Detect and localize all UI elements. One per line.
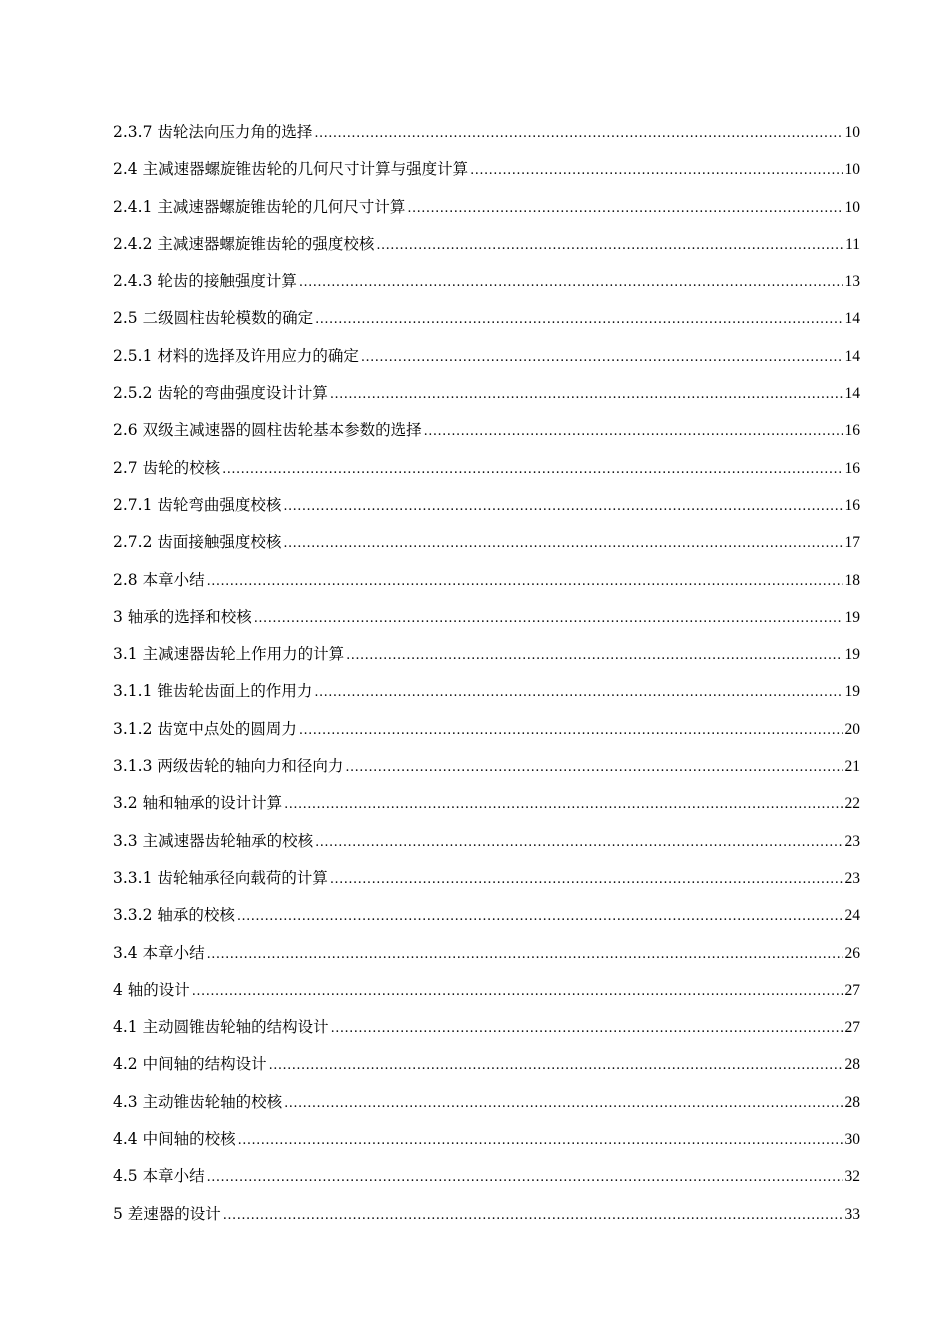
toc-entry-title: 3.1.3 两级齿轮的轴向力和径向力 <box>113 757 344 776</box>
dot-leader <box>238 1127 843 1155</box>
toc-entry-page: 14 <box>844 347 860 365</box>
dot-leader <box>361 344 843 372</box>
toc-entry[interactable] <box>113 715 860 752</box>
toc-entry-title: 3.1 主减速器齿轮上作用力的计算 <box>113 645 345 664</box>
dot-leader <box>237 903 843 931</box>
toc-entry-title: 3.4 本章小结 <box>113 943 205 962</box>
dot-leader <box>269 1052 843 1080</box>
dot-leader <box>424 418 843 446</box>
toc-entry-page: 21 <box>844 758 860 776</box>
dot-leader <box>207 568 843 596</box>
toc-entry-page: 16 <box>844 422 860 440</box>
dot-leader <box>345 754 842 782</box>
toc-entry-title: 3.3.1 齿轮轴承径向载荷的计算 <box>113 868 328 887</box>
toc-entry[interactable] <box>113 1200 860 1237</box>
toc-entry-page: 14 <box>844 310 860 328</box>
toc-entry-page: 32 <box>844 1168 860 1186</box>
toc-entry-page: 10 <box>844 124 860 141</box>
toc-entry[interactable] <box>113 1088 860 1125</box>
toc-entry[interactable] <box>113 304 860 341</box>
toc-entry-title: 2.5.1 材料的选择及许用应力的确定 <box>113 346 359 365</box>
table-of-contents <box>113 118 860 1237</box>
dot-leader <box>222 456 842 484</box>
toc-entry-title: 4.5 本章小结 <box>113 1167 205 1186</box>
toc-entry[interactable] <box>113 640 860 677</box>
dot-leader <box>223 1202 843 1230</box>
dot-leader <box>330 381 843 409</box>
dot-leader <box>314 679 842 707</box>
toc-entry-title: 2.5 二级圆柱齿轮模数的确定 <box>113 309 314 328</box>
toc-entry-page: 33 <box>844 1205 860 1223</box>
toc-entry-title: 3.3.2 轴承的校核 <box>113 906 235 925</box>
toc-entry[interactable] <box>113 379 860 416</box>
dot-leader <box>207 941 843 969</box>
dot-leader <box>192 978 843 1006</box>
dot-leader <box>376 232 843 260</box>
toc-entry-page: 18 <box>844 571 860 589</box>
toc-entry-page: 30 <box>844 1131 860 1149</box>
dot-leader <box>470 157 842 185</box>
dot-leader <box>284 791 842 819</box>
toc-entry-page: 23 <box>844 869 860 887</box>
toc-entry-page: 24 <box>844 907 860 925</box>
dot-leader <box>331 1015 843 1043</box>
toc-entry-title: 2.8 本章小结 <box>113 570 205 589</box>
dot-leader <box>207 1164 843 1192</box>
toc-entry-title: 5 差速器的设计 <box>113 1204 221 1223</box>
toc-entry-page: 28 <box>844 1056 860 1074</box>
toc-entry-title: 2.4.2 主减速器螺旋锥齿轮的强度校核 <box>113 234 375 253</box>
toc-entry[interactable] <box>113 901 860 938</box>
toc-entry[interactable] <box>113 1050 860 1087</box>
toc-entry-page: 23 <box>844 832 860 850</box>
toc-entry-page: 14 <box>844 385 860 403</box>
dot-leader <box>283 530 842 558</box>
toc-entry-page: 20 <box>844 720 860 738</box>
toc-entry-page: 22 <box>844 795 860 813</box>
toc-entry-title: 3.1.1 锥齿轮齿面上的作用力 <box>113 682 313 701</box>
toc-entry[interactable] <box>113 416 860 453</box>
toc-entry-title: 4 轴的设计 <box>113 980 190 999</box>
toc-entry[interactable] <box>113 267 860 304</box>
toc-entry[interactable] <box>113 603 860 640</box>
toc-entry[interactable] <box>113 193 860 230</box>
toc-entry[interactable] <box>113 677 860 714</box>
toc-entry-page: 11 <box>845 235 860 253</box>
toc-entry[interactable] <box>113 752 860 789</box>
toc-entry-page: 16 <box>844 459 860 477</box>
toc-entry-title: 3 轴承的选择和校核 <box>113 607 252 626</box>
toc-entry[interactable] <box>113 827 860 864</box>
toc-entry[interactable] <box>113 118 860 155</box>
toc-entry-page: 26 <box>844 944 860 962</box>
toc-entry-title: 2.6 双级主减速器的圆柱齿轮基本参数的选择 <box>113 421 422 440</box>
toc-entry-title: 2.7.1 齿轮弯曲强度校核 <box>113 495 282 514</box>
toc-entry-title: 2.4 主减速器螺旋锥齿轮的几何尺寸计算与强度计算 <box>113 160 469 179</box>
toc-entry[interactable] <box>113 1013 860 1050</box>
toc-entry-title: 3.1.2 齿宽中点处的圆周力 <box>113 719 297 738</box>
toc-entry-page: 13 <box>844 273 860 291</box>
toc-entry-page: 19 <box>844 683 860 701</box>
toc-entry-title: 4.3 主动锥齿轮轴的校核 <box>113 1092 283 1111</box>
toc-entry[interactable] <box>113 155 860 192</box>
dot-leader <box>314 120 842 148</box>
toc-entry-title: 2.3.7 齿轮法向压力角的选择 <box>113 123 313 141</box>
toc-entry-page: 10 <box>844 198 860 216</box>
dot-leader <box>299 717 843 745</box>
toc-entry-page: 10 <box>844 161 860 179</box>
dot-leader <box>299 269 843 297</box>
toc-entry-title: 2.4.1 主减速器螺旋锥齿轮的几何尺寸计算 <box>113 197 406 216</box>
toc-entry-page: 16 <box>844 496 860 514</box>
toc-entry-page: 19 <box>844 608 860 626</box>
toc-entry[interactable] <box>113 566 860 603</box>
dot-leader <box>330 866 843 894</box>
toc-entry-title: 2.7 齿轮的校核 <box>113 458 221 477</box>
dot-leader <box>254 605 843 633</box>
toc-entry[interactable] <box>113 1125 860 1162</box>
toc-entry-title: 4.2 中间轴的结构设计 <box>113 1055 267 1074</box>
dot-leader <box>346 642 842 670</box>
toc-entry-page: 27 <box>844 981 860 999</box>
toc-entry[interactable] <box>113 491 860 528</box>
dot-leader <box>315 306 842 334</box>
toc-entry[interactable] <box>113 528 860 565</box>
toc-entry[interactable] <box>113 1162 860 1199</box>
toc-entry-page: 17 <box>844 534 860 552</box>
toc-entry-title: 3.2 轴和轴承的设计计算 <box>113 794 283 813</box>
toc-entry-title: 2.7.2 齿面接触强度校核 <box>113 533 282 552</box>
toc-entry-title: 3.3 主减速器齿轮轴承的校核 <box>113 831 314 850</box>
dot-leader <box>315 829 842 857</box>
toc-entry[interactable] <box>113 939 860 976</box>
toc-entry[interactable] <box>113 976 860 1013</box>
dot-leader <box>407 195 842 223</box>
toc-entry[interactable] <box>113 454 860 491</box>
toc-entry[interactable] <box>113 789 860 826</box>
toc-entry-page: 28 <box>844 1093 860 1111</box>
dot-leader <box>283 493 842 521</box>
toc-entry-title: 2.4.3 轮齿的接触强度计算 <box>113 272 297 291</box>
toc-entry-page: 19 <box>844 646 860 664</box>
toc-entry-title: 2.5.2 齿轮的弯曲强度设计计算 <box>113 384 328 403</box>
toc-entry[interactable] <box>113 864 860 901</box>
toc-entry-title: 4.4 中间轴的校核 <box>113 1130 236 1149</box>
dot-leader <box>284 1090 842 1118</box>
toc-entry-title: 4.1 主动圆锥齿轮轴的结构设计 <box>113 1018 329 1037</box>
toc-entry[interactable] <box>113 342 860 379</box>
toc-entry[interactable] <box>113 230 860 267</box>
toc-entry-page: 27 <box>844 1019 860 1037</box>
